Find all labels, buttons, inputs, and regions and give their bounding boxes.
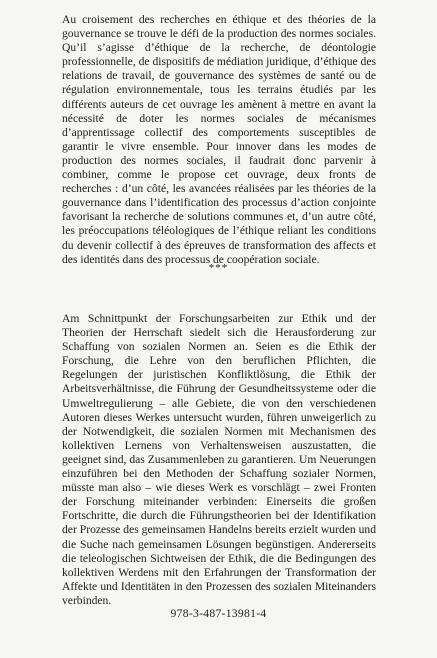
isbn-number: 978-3-487-13981-4 — [170, 607, 267, 620]
blurb-french: Au croisement des recherches en éthique et des théories de la gouvernance se trouve le défi de la production des normes sociales. Qu’il s’agisse d’éthique de la recherche, de déontologie professionnelle, de dispositifs de médiation juridique, d’éthique des relations de travail, de gouvernance des systèmes de santé ou de régulation environnementale, tous les terrains étudiés par les différents auteurs de cet ouvrage les amènent à mettre en avant la nécessité de doter les normes sociales de mécanismes d’apprentissage collectif des comportements susceptibles de garantir le vivre ensemble. Pour innover dans les modes de production des normes sociales, il faudrait donc parvenir à combiner, comme le propose cet ouvrage, deux fronts de recherches : d’un côté, les avancées réalisées par les théories de la gouvernance dans l’identification des processus d’action conjointe favorisant la recherche de solutions communes et, d’un autre côté, les préoccupations téléologiques de l’éthique reliant les conditions du devenir collectif à des épreuves de transformation des affects et des identités dans des processus de coopération sociale. — [62, 13, 376, 266]
section-separator: *** — [208, 262, 229, 274]
blurb-german: Am Schnittpunkt der Forschungsarbeiten zur Ethik und der Theorien der Herrschaft siedelt sich die Herausforderung zur Schaffung von sozialen Normen an. Seien es die Ethik der Forschung, die Lehre von den beruflichen Pflichten, die Regelungen der juristischen Konfliktlösung, die Ethik der Arbeitsverhältnisse, die Führung der Gesundheitssysteme oder die Umweltregulierung – alle Gebiete, die von den verschiedenen Autoren dieses Werkes untersucht wurden, führen unweigerlich zu der Notwendigkeit, die sozialen Normen mit Mechanismen des kollektiven Lernens von Verhaltensweisen auszustatten, die geeignet sind, das Zusammenleben zu garantieren. Um Neuerungen einzuführen bei den Methoden der Schaffung sozialer Normen, müsste man also – wie dieses Werk es vorschlägt – zwei Fronten der Forschung miteinander verbinden: Einerseits die großen Fortschritte, die durch die Führungstheorien bei der Identifikation der Prozesse des gemeinsamen Handelns bereits erzielt wurden und die Suche nach gemeinsamen Lösungen begünstigen. Andererseits die teleologischen Sichtweisen der Ethik, die die Bedingungen des kollektiven Werdens mit den Erfahrungen der Transformation der Affekte und Identitäten in den Prozessen des sozialen Miteinanders verbinden. — [62, 312, 376, 607]
